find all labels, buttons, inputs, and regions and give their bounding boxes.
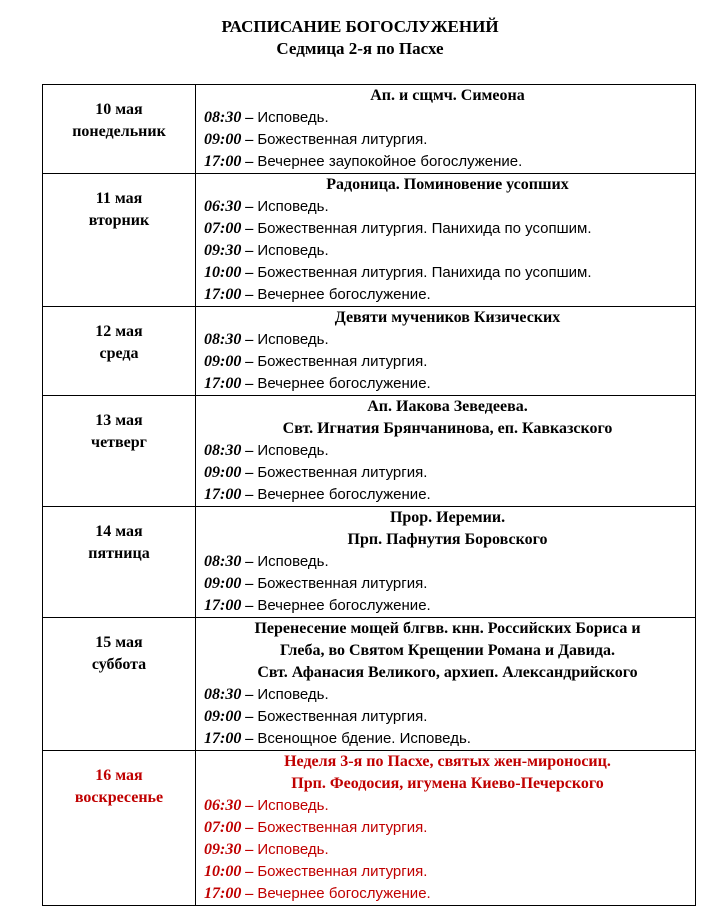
service-separator: – <box>241 264 258 281</box>
service-row <box>204 839 691 861</box>
feast-name: Неделя 3-я по Пасхе, святых жен-мироносиц. <box>284 753 611 770</box>
service-time: 17:00 <box>204 730 242 747</box>
service-text: Исповедь. <box>257 442 329 459</box>
service-time: 09:00 <box>204 464 242 481</box>
service-separator: – <box>241 708 258 725</box>
service-text: Божественная литургия. <box>257 863 428 880</box>
day-date: 16 мая <box>95 767 143 784</box>
service-text: Божественная литургия. <box>257 131 428 148</box>
service-separator: – <box>241 597 258 614</box>
service-time: 09:00 <box>204 131 242 148</box>
feast-name: Девяти мучеников Кизических <box>334 309 561 326</box>
service-time: 07:00 <box>204 819 242 836</box>
day-date: 10 мая <box>95 101 143 118</box>
service-time: 17:00 <box>204 153 242 170</box>
service-text: Исповедь. <box>257 797 329 814</box>
service-separator: – <box>241 153 258 170</box>
service-time: 08:30 <box>204 109 242 126</box>
service-text: Божественная литургия. <box>257 708 428 725</box>
service-text: Божественная литургия. <box>257 464 428 481</box>
service-time: 09:30 <box>204 242 242 259</box>
day-date: 14 мая <box>95 523 143 540</box>
feast-name: Радоница. Поминовение усопших <box>326 176 569 193</box>
service-time: 08:30 <box>204 686 242 703</box>
service-text: Божественная литургия. <box>257 353 428 370</box>
service-row <box>204 728 691 750</box>
service-text: Вечернее богослужение. <box>257 885 431 902</box>
service-row <box>204 861 691 883</box>
service-row <box>204 440 691 462</box>
feast-name: Прп. Пафнутия Боровского <box>347 531 548 548</box>
events-cell <box>196 396 696 507</box>
day-weekday: суббота <box>91 656 147 673</box>
service-time: 17:00 <box>204 286 242 303</box>
schedule-row <box>43 396 696 507</box>
service-separator: – <box>241 553 258 570</box>
service-time: 10:00 <box>204 264 242 281</box>
service-text: Исповедь. <box>257 686 329 703</box>
service-row <box>204 240 691 262</box>
service-separator: – <box>241 686 258 703</box>
service-separator: – <box>241 198 258 215</box>
service-time: 17:00 <box>204 597 242 614</box>
service-text: Исповедь. <box>257 553 329 570</box>
feast-name: Перенесение мощей блгвв. кнн. Российских Бориса и <box>254 620 641 637</box>
service-time: 09:00 <box>204 353 242 370</box>
service-time: 08:30 <box>204 331 242 348</box>
feast-name: Прор. Иеремии. <box>389 509 506 526</box>
service-separator: – <box>241 464 258 481</box>
day-cell <box>43 85 196 174</box>
service-separator: – <box>241 242 258 259</box>
service-time: 17:00 <box>204 486 242 503</box>
document-title: РАСПИСАНИЕ БОГОСЛУЖЕНИЙ <box>221 17 499 36</box>
service-text: Божественная литургия. <box>257 819 428 836</box>
schedule-row <box>43 174 696 307</box>
service-text: Исповедь. <box>257 109 329 126</box>
service-row <box>204 551 691 573</box>
schedule-table <box>42 84 696 906</box>
feast-name: Свт. Игнатия Брянчанинова, еп. Кавказского <box>282 420 613 437</box>
service-row <box>204 706 691 728</box>
service-time: 07:00 <box>204 220 242 237</box>
service-row <box>204 484 691 506</box>
feast-name: Ап. и сщмч. Симеона <box>370 87 525 104</box>
service-row <box>204 329 691 351</box>
day-cell <box>43 307 196 396</box>
service-separator: – <box>241 353 258 370</box>
events-cell <box>196 307 696 396</box>
events-cell <box>196 618 696 751</box>
day-weekday: воскресенье <box>74 789 164 806</box>
service-separator: – <box>241 797 258 814</box>
feast-name: Свт. Афанасия Великого, архиеп. Александрийского <box>257 664 638 681</box>
service-time: 08:30 <box>204 442 242 459</box>
schedule-row <box>43 85 696 174</box>
service-time: 09:00 <box>204 708 242 725</box>
day-date: 13 мая <box>95 412 143 429</box>
service-time: 08:30 <box>204 553 242 570</box>
service-row <box>204 107 691 129</box>
day-date: 12 мая <box>95 323 143 340</box>
day-weekday: четверг <box>91 434 147 451</box>
service-row <box>204 151 691 173</box>
service-separator: – <box>241 885 258 902</box>
service-separator: – <box>241 863 258 880</box>
feast-name: Ап. Иакова Зеведеева. <box>367 398 528 415</box>
day-cell <box>43 618 196 751</box>
service-text: Исповедь. <box>257 198 329 215</box>
service-row <box>204 817 691 839</box>
service-time: 06:30 <box>204 797 242 814</box>
service-separator: – <box>241 131 258 148</box>
feast-name: Глеба, во Святом Крещении Романа и Давида. <box>280 642 615 659</box>
service-row <box>204 284 691 306</box>
schedule-body <box>43 85 696 906</box>
day-cell <box>43 396 196 507</box>
feast-name: Прп. Феодосия, игумена Киево-Печерского <box>291 775 604 792</box>
service-separator: – <box>241 375 258 392</box>
service-text: Божественная литургия. Панихида по усопшим. <box>257 220 592 237</box>
service-row <box>204 129 691 151</box>
service-separator: – <box>241 442 258 459</box>
schedule-row <box>43 751 696 906</box>
events-cell <box>196 174 696 307</box>
day-date: 11 мая <box>95 190 143 207</box>
service-time: 09:00 <box>204 575 242 592</box>
service-separator: – <box>241 109 258 126</box>
schedule-row <box>43 307 696 396</box>
day-weekday: среда <box>99 345 139 362</box>
day-weekday: вторник <box>88 212 150 229</box>
service-text: Исповедь. <box>257 841 329 858</box>
service-separator: – <box>241 331 258 348</box>
service-text: Вечернее богослужение. <box>257 286 431 303</box>
day-weekday: понедельник <box>72 123 166 140</box>
day-cell <box>43 174 196 307</box>
service-separator: – <box>241 819 258 836</box>
service-row <box>204 462 691 484</box>
service-row <box>204 262 691 284</box>
service-text: Божественная литургия. Панихида по усопшим. <box>257 264 592 281</box>
service-text: Вечернее заупокойное богослужение. <box>257 153 523 170</box>
service-text: Всенощное бдение. Исповедь. <box>257 730 471 747</box>
service-separator: – <box>241 841 258 858</box>
service-separator: – <box>241 286 258 303</box>
service-separator: – <box>241 220 258 237</box>
document-subtitle: Седмица 2-я по Пасхе <box>276 39 444 58</box>
service-row <box>204 883 691 905</box>
service-text: Божественная литургия. <box>257 575 428 592</box>
service-time: 17:00 <box>204 375 242 392</box>
service-time: 17:00 <box>204 885 242 902</box>
service-row <box>204 795 691 817</box>
schedule-row <box>43 507 696 618</box>
service-text: Вечернее богослужение. <box>257 486 431 503</box>
service-time: 06:30 <box>204 198 242 215</box>
day-date: 15 мая <box>95 634 143 651</box>
events-cell <box>196 85 696 174</box>
service-row <box>204 196 691 218</box>
day-cell <box>43 507 196 618</box>
service-time: 09:30 <box>204 841 242 858</box>
service-text: Вечернее богослужение. <box>257 597 431 614</box>
service-text: Исповедь. <box>257 242 329 259</box>
schedule-row <box>43 618 696 751</box>
service-separator: – <box>241 575 258 592</box>
day-weekday: пятница <box>88 545 150 562</box>
service-separator: – <box>241 730 258 747</box>
service-row <box>204 373 691 395</box>
service-row <box>204 218 691 240</box>
events-cell <box>196 507 696 618</box>
service-row <box>204 573 691 595</box>
service-text: Исповедь. <box>257 331 329 348</box>
service-row <box>204 351 691 373</box>
day-cell <box>43 751 196 906</box>
service-time: 10:00 <box>204 863 242 880</box>
service-row <box>204 595 691 617</box>
service-separator: – <box>241 486 258 503</box>
events-cell <box>196 751 696 906</box>
service-row <box>204 684 691 706</box>
service-text: Вечернее богослужение. <box>257 375 431 392</box>
